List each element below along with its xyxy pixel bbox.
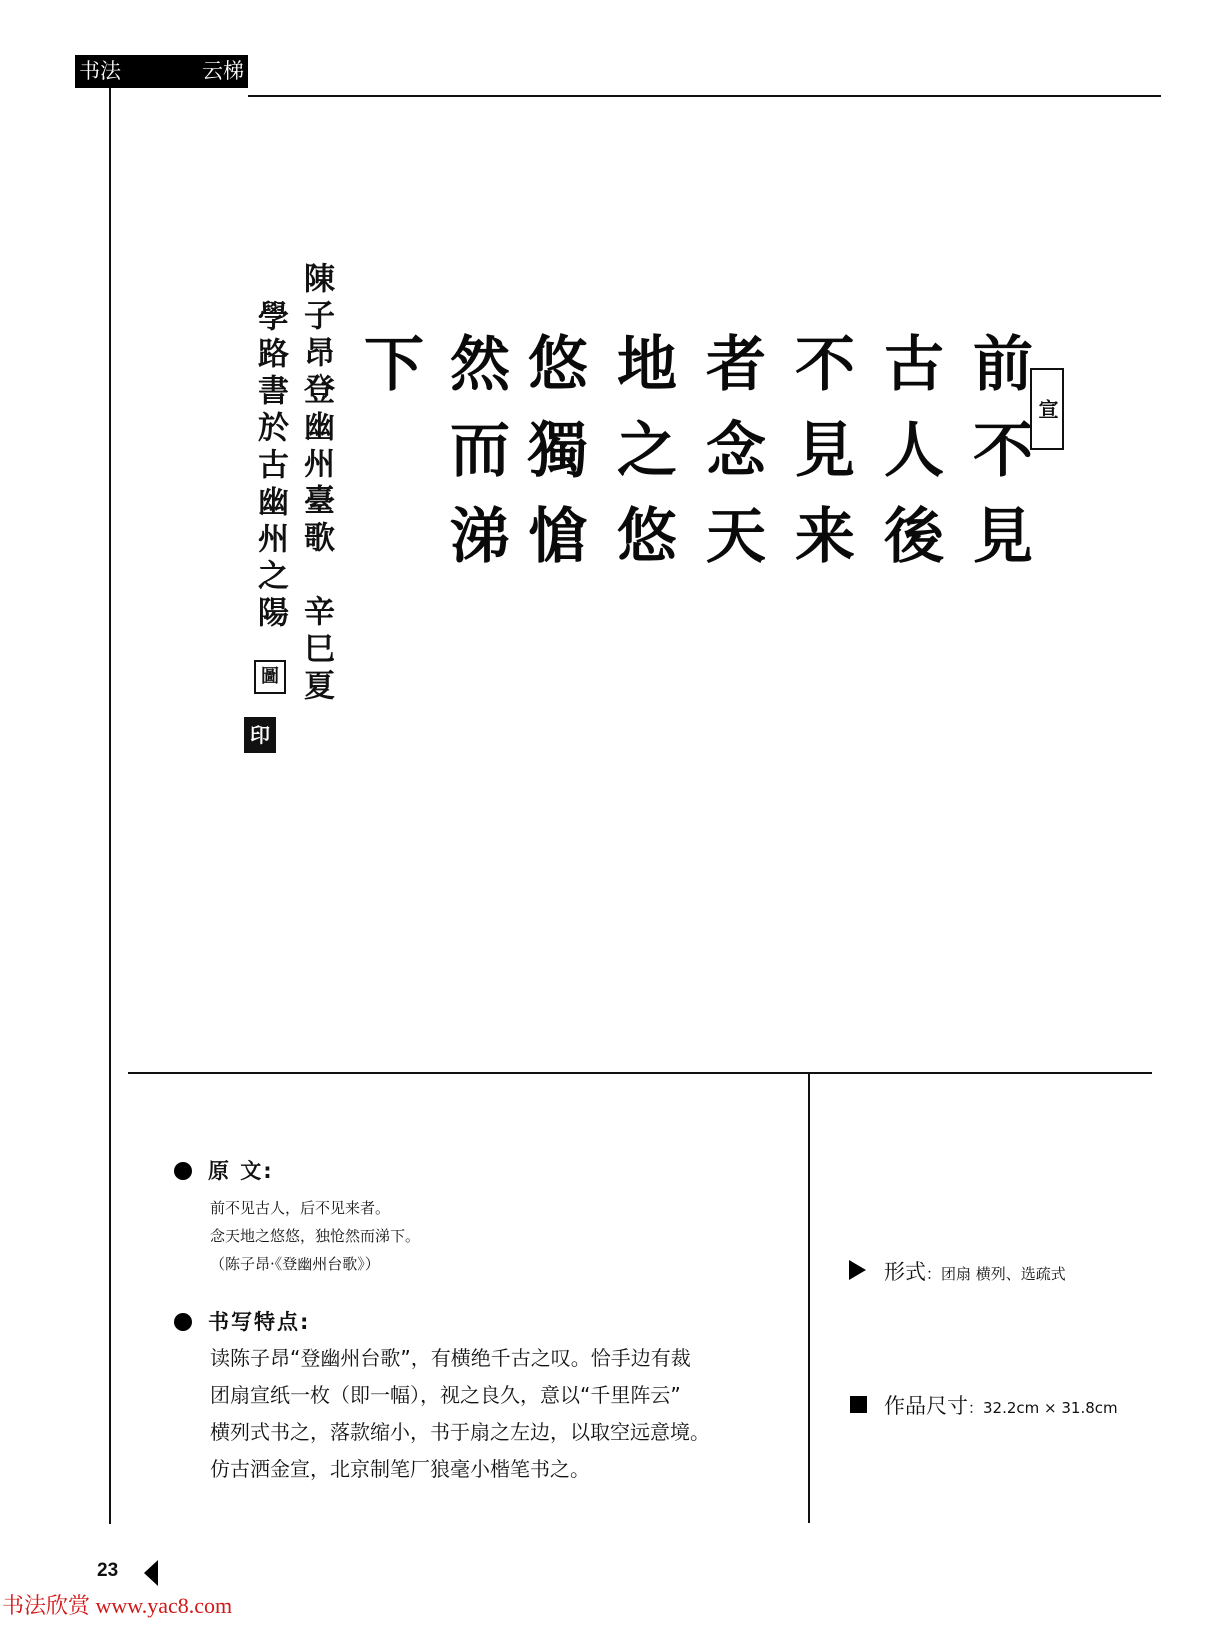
writing-features-title: 书写特点: [208,1310,311,1334]
poem-column-2: 古人後 [874,332,944,590]
poem-column-3: 不見来 [785,332,855,590]
column-divider [808,1073,810,1523]
original-text-body [210,1194,420,1278]
inscription-column-1: 陳子昂登幽州臺歌 辛巳夏 [298,262,334,706]
writing-features-line: 读陈子昂“登幽州台歌”，有横绝千古之叹。恰手边有裁 [210,1346,691,1370]
size-row [884,1390,1118,1420]
size-colon: ： [968,1399,984,1417]
bullet-icon [174,1313,192,1331]
writing-features-line: 团扇宣纸一枚（即一幅），视之良久，意以“千里阵云” [210,1383,681,1407]
triangle-left-icon [144,1560,158,1586]
writing-features-body [210,1340,710,1488]
writing-features-line: 仿古洒金宣，北京制笔厂狼毫小楷笔书之。 [210,1457,590,1481]
seal-small: 圖 [254,660,286,694]
poem-column-7: 然而涕 [440,332,510,590]
form-value: 团扇 横列、选疏式 [941,1265,1066,1283]
original-text-title: 原 文: [208,1159,274,1183]
watermark-link[interactable]: 书法欣赏 www.yac8.com [2,1593,233,1618]
form-label: 形式 [884,1260,926,1284]
left-margin-rule [109,88,111,1524]
top-rule [248,95,1161,97]
seal-top-right: 宣 [1030,368,1064,450]
poem-column-4: 者念天 [696,332,766,590]
size-label: 作品尺寸 [884,1394,968,1418]
form-row [884,1256,1066,1286]
original-text-line: （陈子昂·《登幽州台歌》） [210,1255,380,1273]
inscription-column-2: 學路書於古幽州之陽 [252,300,288,633]
header-left-label: 书法 [79,59,121,83]
bullet-icon [174,1162,192,1180]
seal-bottom: 印 [244,717,276,753]
section-header-bar [75,55,248,88]
page-number: 23 [97,1560,119,1581]
size-value: 32.2cm × 31.8cm [983,1399,1118,1417]
poem-column-6: 悠獨愴 [518,332,588,590]
poem-column-8: 下 [354,332,424,418]
section-divider [128,1072,1152,1074]
original-text-line: 前不见古人，后不见来者。 [210,1199,391,1217]
square-bullet-icon [850,1396,867,1413]
poem-column-5: 地之悠 [607,332,677,590]
header-right-label: 云梯 [202,59,244,83]
form-colon: ： [926,1265,942,1283]
original-text-line: 念天地之悠悠，独怆然而涕下。 [210,1227,421,1245]
triangle-right-icon [849,1260,866,1280]
writing-features-line: 横列式书之，落款缩小，书于扇之左边，以取空远意境。 [210,1420,710,1444]
poem-column-1: 前不見 [963,332,1033,590]
